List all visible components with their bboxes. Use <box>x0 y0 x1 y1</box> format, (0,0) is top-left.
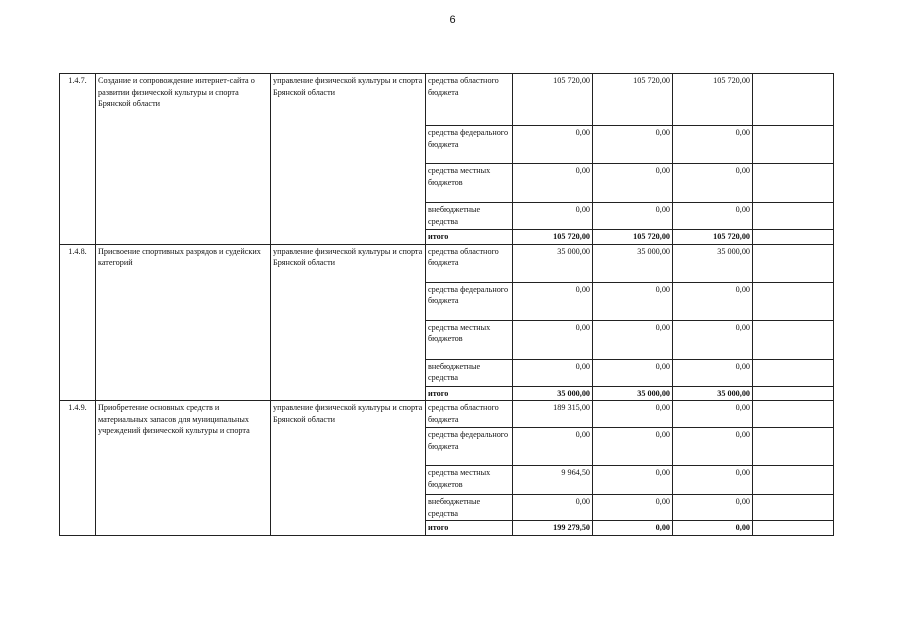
amount-cell: 0,00 <box>593 521 673 536</box>
funding-source: средства областного бюджета <box>426 401 513 428</box>
empty-cell <box>753 428 834 466</box>
amount-cell: 0,00 <box>593 164 673 203</box>
amount-cell: 105 720,00 <box>513 230 593 245</box>
amount-cell: 0,00 <box>673 428 753 466</box>
funding-source: средства федерального бюджета <box>426 282 513 320</box>
item-name: Присвоение спортивных разрядов и судейских категорий <box>96 244 271 401</box>
amount-cell: 0,00 <box>673 401 753 428</box>
item-executor: управление физической культуры и спорта Брянской области <box>271 401 426 536</box>
funding-source: средства федерального бюджета <box>426 126 513 164</box>
item-name: Создание и сопровождение интернет-сайта о развитии физической культуры и спорта Брянской области <box>96 74 271 245</box>
item-executor: управление физической культуры и спорта Брянской области <box>271 74 426 245</box>
amount-cell: 105 720,00 <box>513 74 593 126</box>
funding-source: средства местных бюджетов <box>426 466 513 495</box>
empty-cell <box>753 244 834 282</box>
funding-source: внебюджетные средства <box>426 203 513 230</box>
amount-cell: 0,00 <box>593 320 673 359</box>
funding-source: итого <box>426 386 513 401</box>
amount-cell: 0,00 <box>593 401 673 428</box>
amount-cell: 0,00 <box>513 320 593 359</box>
amount-cell: 0,00 <box>513 126 593 164</box>
amount-cell: 0,00 <box>513 495 593 521</box>
funding-source: средства федерального бюджета <box>426 428 513 466</box>
funding-source: итого <box>426 230 513 245</box>
funding-source: итого <box>426 521 513 536</box>
amount-cell: 0,00 <box>593 359 673 386</box>
empty-cell <box>753 282 834 320</box>
amount-cell: 0,00 <box>673 521 753 536</box>
amount-cell: 0,00 <box>513 359 593 386</box>
empty-cell <box>753 521 834 536</box>
amount-cell: 0,00 <box>593 466 673 495</box>
amount-cell: 105 720,00 <box>593 74 673 126</box>
amount-cell: 35 000,00 <box>513 244 593 282</box>
amount-cell: 0,00 <box>673 164 753 203</box>
funding-source: внебюджетные средства <box>426 495 513 521</box>
empty-cell <box>753 74 834 126</box>
funding-source: средства местных бюджетов <box>426 320 513 359</box>
amount-cell: 0,00 <box>593 126 673 164</box>
amount-cell: 105 720,00 <box>673 74 753 126</box>
funding-source: средства областного бюджета <box>426 244 513 282</box>
amount-cell: 35 000,00 <box>513 386 593 401</box>
empty-cell <box>753 126 834 164</box>
amount-cell: 0,00 <box>513 282 593 320</box>
amount-cell: 35 000,00 <box>593 386 673 401</box>
amount-cell: 9 964,50 <box>513 466 593 495</box>
amount-cell: 199 279,50 <box>513 521 593 536</box>
item-name: Приобретение основных средств и материальных запасов для муниципальных учреждений физической культуры и спорта <box>96 401 271 536</box>
empty-cell <box>753 359 834 386</box>
amount-cell: 0,00 <box>513 428 593 466</box>
amount-cell: 0,00 <box>593 428 673 466</box>
empty-cell <box>753 401 834 428</box>
item-code: 1.4.7. <box>60 74 96 245</box>
empty-cell <box>753 230 834 245</box>
amount-cell: 35 000,00 <box>673 244 753 282</box>
table-row <box>60 401 834 428</box>
empty-cell <box>753 466 834 495</box>
empty-cell <box>753 320 834 359</box>
amount-cell: 0,00 <box>673 466 753 495</box>
amount-cell: 0,00 <box>673 126 753 164</box>
amount-cell: 0,00 <box>593 495 673 521</box>
amount-cell: 35 000,00 <box>673 386 753 401</box>
amount-cell: 0,00 <box>513 164 593 203</box>
empty-cell <box>753 386 834 401</box>
amount-cell: 0,00 <box>673 282 753 320</box>
amount-cell: 0,00 <box>513 203 593 230</box>
amount-cell: 0,00 <box>593 282 673 320</box>
amount-cell: 105 720,00 <box>673 230 753 245</box>
amount-cell: 0,00 <box>673 359 753 386</box>
budget-table <box>59 73 834 536</box>
amount-cell: 0,00 <box>593 203 673 230</box>
empty-cell <box>753 203 834 230</box>
item-code: 1.4.8. <box>60 244 96 401</box>
amount-cell: 0,00 <box>673 320 753 359</box>
amount-cell: 0,00 <box>673 203 753 230</box>
amount-cell: 189 315,00 <box>513 401 593 428</box>
empty-cell <box>753 164 834 203</box>
page-number: 6 <box>449 14 456 26</box>
item-code: 1.4.9. <box>60 401 96 536</box>
table-row <box>60 74 834 126</box>
funding-source: внебюджетные средства <box>426 359 513 386</box>
item-executor: управление физической культуры и спорта Брянской области <box>271 244 426 401</box>
amount-cell: 105 720,00 <box>593 230 673 245</box>
amount-cell: 35 000,00 <box>593 244 673 282</box>
table-row <box>60 244 834 282</box>
empty-cell <box>753 495 834 521</box>
amount-cell: 0,00 <box>673 495 753 521</box>
funding-source: средства местных бюджетов <box>426 164 513 203</box>
funding-source: средства областного бюджета <box>426 74 513 126</box>
